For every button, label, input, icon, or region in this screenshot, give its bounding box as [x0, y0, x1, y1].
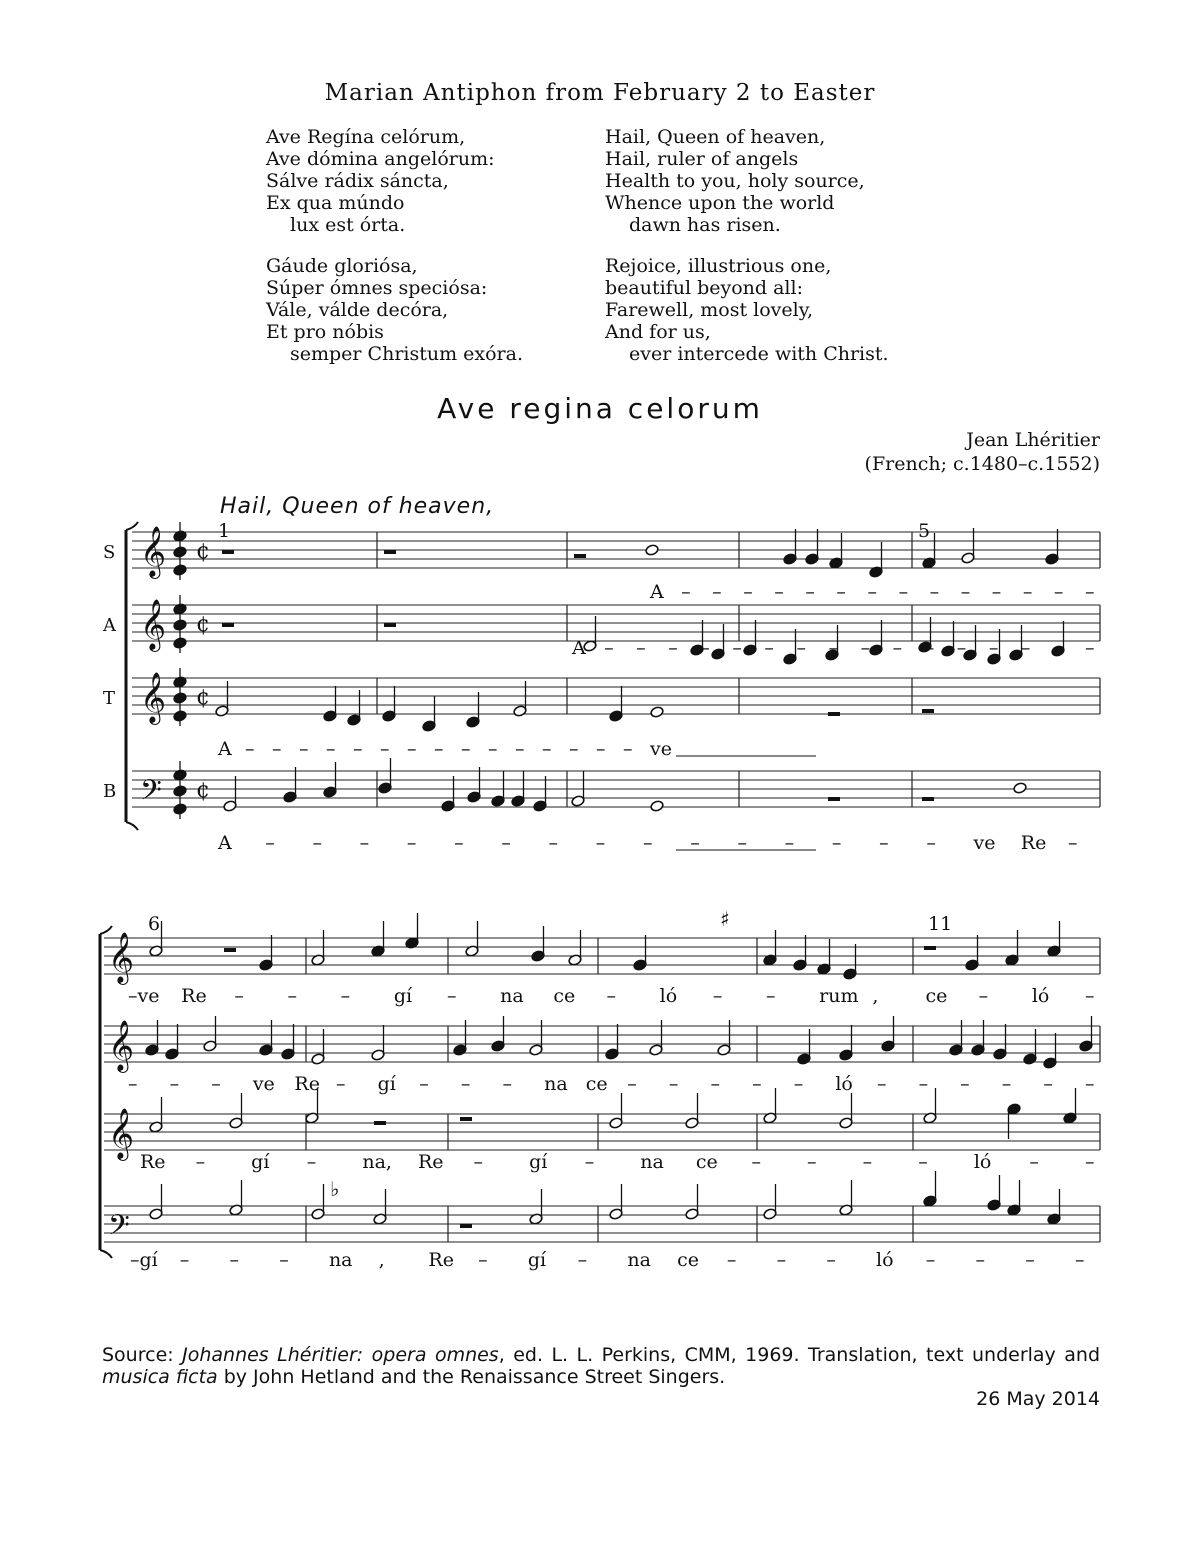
lyric-tenor: – [326, 738, 336, 760]
lyric-soprano: – [340, 985, 351, 1007]
lyric-tenor: – [380, 738, 390, 760]
source-note [102, 1344, 1100, 1388]
english-line: Rejoice, illustrious one, [605, 255, 832, 277]
note-head [1013, 782, 1027, 794]
page-heading: Marian Antiphon from February 2 to Easter [324, 80, 876, 106]
lyric-alto: na [544, 1073, 568, 1095]
note-head [173, 692, 187, 704]
lyric-tenor: – [751, 1151, 761, 1173]
lyric-bass: – [279, 1249, 289, 1271]
lyric-alto: ló [835, 1073, 853, 1095]
lyric-tenor: Re [140, 1151, 166, 1173]
source-ficta: musica ficta [102, 1366, 218, 1388]
voice-label: B [103, 781, 117, 802]
lyric-tenor: ce [695, 1151, 718, 1173]
voice-label: S [103, 542, 116, 563]
latin-line: Vále, válde decóra, [266, 299, 449, 321]
rest [922, 797, 934, 801]
lyric-soprano: – [743, 581, 753, 603]
piece-title: Ave regina celorum [437, 392, 763, 425]
lyric-soprano: – [712, 581, 722, 603]
latin-line: semper Christum exóra. [290, 343, 524, 365]
rest [828, 797, 840, 801]
lyric-soprano: – [1085, 581, 1095, 603]
composer-dates: (French; c.1480–c.1552) [864, 453, 1100, 475]
lyric-alto: – [1085, 1073, 1095, 1095]
lyric-alto: – [1043, 1073, 1053, 1095]
note-head [645, 544, 659, 556]
source-prefix: Source: [102, 1344, 183, 1366]
lyric-alto: ce [585, 1073, 608, 1095]
lyric-tenor: gí [529, 1151, 548, 1173]
rest [460, 1224, 472, 1228]
lyric-alto: Re [294, 1073, 320, 1095]
english-line: And for us, [605, 321, 711, 343]
lyric-bass: na [627, 1249, 651, 1271]
measure-number: 5 [918, 520, 931, 542]
lyric-alto: – [336, 1073, 346, 1095]
lyric-bass: , [378, 1249, 385, 1271]
rest [922, 709, 934, 713]
lyric-soprano: ce [925, 985, 948, 1007]
note-head [173, 710, 187, 722]
lyric-alto: gí [377, 1073, 396, 1095]
lyric-tenor: – [596, 738, 606, 760]
lyric-alto: – [892, 637, 903, 659]
lyric-bass: – [879, 832, 889, 854]
lyric-bass: – [831, 832, 842, 854]
lyric-alto: – [604, 637, 614, 659]
lyric-soprano: – [234, 985, 244, 1007]
lyric-bass: Re [428, 1249, 454, 1271]
lyric-alto: – [793, 1073, 804, 1095]
lyric-bass: – [265, 832, 275, 854]
latin-line: Ex qua múndo [266, 192, 405, 214]
rest [222, 623, 234, 627]
lyric-bass: – [1075, 1249, 1085, 1271]
clef: 𝄞 [140, 599, 167, 650]
lyric-bass: – [229, 1249, 239, 1271]
lyric-soprano: – [960, 581, 971, 603]
lyric-soprano: – [1022, 581, 1033, 603]
lyric-soprano: A [650, 581, 664, 603]
measure-number: 11 [928, 913, 953, 935]
clef: 𝄢 [108, 1209, 130, 1249]
time-signature: ¢ [196, 612, 210, 637]
voice-label: T [103, 688, 116, 709]
clef: 𝄞 [108, 1020, 135, 1071]
lyric-soprano: – [805, 581, 815, 603]
lyric-tenor: ve [650, 738, 672, 760]
lyric-tenor: – [434, 738, 444, 760]
lyric-alto: – [460, 1073, 471, 1095]
measure-number: 1 [218, 520, 231, 542]
lyric-alto: – [627, 1073, 637, 1095]
lyric-tenor: ló [973, 1151, 992, 1173]
lyric-bass: – [784, 832, 795, 854]
lyric-alto: – [828, 637, 838, 659]
lyric-bass: – [312, 832, 322, 854]
lyric-bass: – [179, 1249, 190, 1271]
lyric-tenor: – [584, 1151, 595, 1173]
english-line: dawn has risen. [629, 214, 781, 236]
lyric-alto: – [1085, 637, 1095, 659]
lyric-soprano: – [681, 581, 691, 603]
lyric-bass: Re [1020, 832, 1047, 854]
rest [224, 948, 236, 952]
source-title: Johannes Lhéritier: opera omnes [182, 1344, 499, 1366]
latin-line: Ave Regína celórum, [266, 126, 466, 148]
english-line: Whence upon the world [605, 192, 835, 214]
lyric-soprano: – [867, 581, 877, 603]
lyric-soprano: – [991, 581, 1002, 603]
lyric-soprano: – [774, 581, 784, 603]
rest [374, 1121, 386, 1125]
english-line: beautiful beyond all: [605, 277, 803, 299]
english-line: Hail, ruler of angels [605, 148, 799, 170]
clef: 𝄞 [108, 1108, 135, 1159]
rest [222, 550, 234, 554]
lyric-bass: gí [527, 1249, 547, 1271]
lyric-alto: – [1001, 1073, 1012, 1095]
lyric-soprano: – [766, 985, 776, 1007]
lyric-tenor: – [461, 738, 471, 760]
lyric-bass: – [548, 832, 559, 854]
latin-line: Et pro nóbis [266, 321, 384, 343]
lyric-alto: – [169, 1073, 180, 1095]
lyric-soprano: – [898, 581, 909, 603]
lyric-tenor: – [807, 1151, 817, 1173]
lyric-alto: – [752, 1073, 762, 1095]
rest [828, 712, 840, 716]
lyric-soprano: gí [393, 985, 413, 1007]
tempo-text: Hail, Queen of heaven, [220, 494, 495, 519]
lyric-alto: – [1020, 637, 1031, 659]
time-signature: ¢ [196, 778, 210, 803]
lyric-tenor: – [918, 1151, 928, 1173]
rest [384, 623, 396, 627]
latin-line: Gáude gloriósa, [266, 255, 418, 277]
lyric-soprano: – [606, 985, 616, 1007]
lyric-bass: – [595, 832, 606, 854]
lyric-alto: – [988, 637, 999, 659]
lyric-tenor: – [569, 738, 579, 760]
lyric-bass: – [577, 1249, 588, 1271]
lyric-bass: – [737, 832, 747, 854]
latin-line: Súper ómnes speciósa: [266, 277, 488, 299]
lyric-tenor: – [195, 1151, 206, 1173]
lyric-alto: – [960, 1073, 970, 1095]
rest [460, 1117, 472, 1121]
lyric-bass: ló [876, 1249, 894, 1271]
lyric-alto: – [876, 1073, 887, 1095]
lyric-tenor: – [407, 738, 417, 760]
lyric-bass: na [328, 1249, 353, 1271]
lyric-alto: – [710, 1073, 721, 1095]
note-head [650, 706, 664, 718]
latin-line: Ave dómina angelórum: [266, 148, 495, 170]
lyric-alto: – [1052, 637, 1063, 659]
date: 26 May 2014 [976, 1388, 1100, 1410]
lyric-soprano: , [872, 985, 879, 1007]
lyric-bass: – [726, 1249, 737, 1271]
lyric-alto: – [636, 637, 646, 659]
lyric-alto: – [668, 1073, 679, 1095]
lyric-bass: – [478, 1249, 488, 1271]
english-line: ever intercede with Christ. [629, 343, 889, 365]
lyric-alto: – [924, 637, 935, 659]
source-mid: , ed. L. L. Perkins, CMM, 1969. Translation, text underlay and [498, 1344, 1101, 1366]
lyric-tenor: A [218, 738, 232, 760]
lyric-soprano: rum [819, 985, 859, 1007]
lyric-alto: – [918, 1073, 929, 1095]
lyric-bass: – [826, 1249, 836, 1271]
lyric-tenor: – [353, 738, 363, 760]
lyric-soprano: Re [181, 985, 207, 1007]
lyric-alto: – [860, 637, 871, 659]
latin-line: Sálve rádix sáncta, [266, 170, 449, 192]
lyric-bass: – [1068, 832, 1078, 854]
note-head [173, 637, 187, 649]
lyric-tenor: – [515, 738, 525, 760]
lyric-soprano: ce [553, 985, 576, 1007]
latin-line: lux est órta. [290, 214, 406, 236]
lyric-tenor: na [640, 1151, 664, 1173]
lyric-bass: ce [677, 1249, 699, 1271]
lyric-bass: – [1025, 1249, 1035, 1271]
lyric-bass: – [501, 832, 511, 854]
lyric-soprano: ló [659, 985, 678, 1007]
lyric-tenor: – [299, 738, 309, 760]
lyric-tenor: – [272, 738, 282, 760]
note-head [173, 546, 187, 558]
lyric-bass: – [926, 832, 936, 854]
lyric-alto: – [956, 637, 967, 659]
lyric-soprano: – [287, 985, 297, 1007]
lyric-tenor: – [488, 738, 498, 760]
lyric-tenor: – [542, 738, 552, 760]
rest [384, 550, 396, 554]
lyric-tenor: – [473, 1151, 484, 1173]
lyric-tenor: – [1085, 1151, 1095, 1173]
lyric-tenor: – [1029, 1151, 1039, 1173]
lyric-alto: – [128, 1073, 138, 1095]
clef: 𝄞 [108, 932, 135, 983]
lyric-tenor: – [245, 738, 255, 760]
lyric-alto: – [668, 637, 678, 659]
lyric-alto: – [700, 637, 710, 659]
lyric-soprano: –ve [128, 985, 160, 1007]
time-signature: ¢ [196, 685, 210, 710]
lyric-bass: – [690, 832, 700, 854]
clef: 𝄞 [140, 672, 167, 723]
lyric-alto: ve [252, 1073, 275, 1095]
lyric-alto: – [502, 1073, 512, 1095]
english-line: Farewell, most lovely, [605, 299, 813, 321]
lyric-bass: – [643, 832, 653, 854]
lyric-bass: – [359, 832, 370, 854]
lyric-soprano: – [978, 985, 989, 1007]
sharp-accidental: ♯ [720, 907, 730, 931]
note-head [173, 619, 187, 631]
lyric-tenor: – [623, 738, 633, 760]
english-line: Hail, Queen of heaven, [605, 126, 826, 148]
rest [574, 554, 586, 558]
lyric-bass: –gí [130, 1249, 158, 1271]
english-line: Health to you, holy source, [605, 170, 865, 192]
lyric-bass: – [776, 1249, 787, 1271]
rest [924, 946, 936, 950]
flat-accidental: ♭ [330, 1177, 340, 1201]
lyric-bass: – [975, 1249, 986, 1271]
lyric-soprano: – [447, 985, 457, 1007]
lyric-alto: – [211, 1073, 221, 1095]
time-signature: ¢ [196, 539, 210, 564]
lyric-alto: – [796, 637, 806, 659]
note-head [650, 800, 664, 812]
composer-name: Jean Lhéritier [966, 429, 1100, 451]
lyric-soprano: na [500, 985, 524, 1007]
source-suffix: by John Hetland and the Renaissance Street Singers. [217, 1366, 726, 1388]
lyric-bass: – [454, 832, 464, 854]
clef: 𝄢 [140, 774, 162, 814]
lyric-bass: ve [973, 832, 996, 854]
lyric-tenor: gí [251, 1151, 270, 1173]
lyric-alto: – [764, 637, 774, 659]
note-head [173, 564, 187, 576]
lyric-alto: – [732, 637, 742, 659]
lyric-soprano: – [712, 985, 723, 1007]
lyric-soprano: – [836, 581, 846, 603]
measure-number: 6 [148, 913, 161, 935]
lyric-alto: – [419, 1073, 429, 1095]
lyric-soprano: ló [1031, 985, 1050, 1007]
lyric-tenor: na, [362, 1151, 392, 1173]
lyric-tenor: – [862, 1151, 873, 1173]
lyric-bass: – [925, 1249, 936, 1271]
lyric-bass: A [218, 832, 232, 854]
lyric-soprano: – [1085, 985, 1095, 1007]
note-head [173, 803, 187, 815]
clef: 𝄞 [140, 526, 167, 577]
lyric-alto: A [572, 637, 586, 659]
lyric-tenor: Re [417, 1151, 444, 1173]
lyric-soprano: – [1053, 581, 1064, 603]
lyric-soprano: – [929, 581, 940, 603]
note-head [173, 785, 187, 797]
lyric-tenor: – [306, 1151, 317, 1173]
lyric-bass: – [406, 832, 417, 854]
voice-label: A [103, 615, 116, 636]
